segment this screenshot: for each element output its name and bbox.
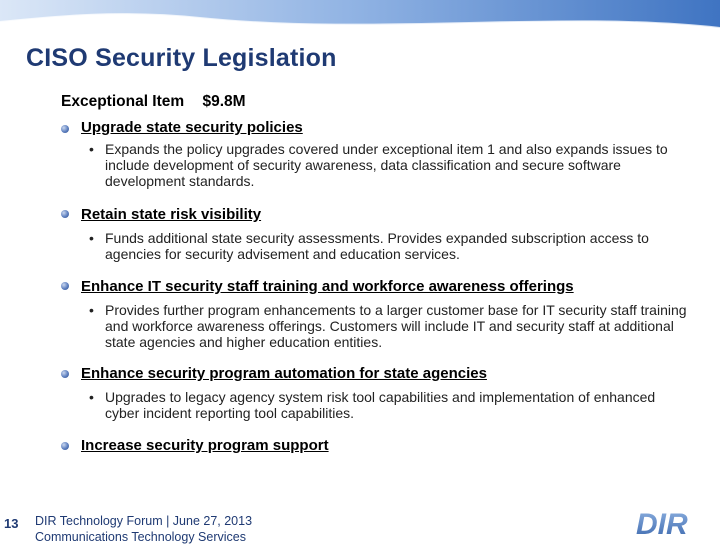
bullet-detail-text: Expands the policy upgrades covered under exceptional item 1 and also expands issues to include development of security awareness, data classification and secure software development standards. (105, 141, 668, 189)
item-amount: $9.8M (202, 93, 246, 110)
bullet-heading: Retain state risk visibility (81, 206, 262, 223)
sub-bullet-marker: • (89, 230, 94, 246)
bullet-heading: Enhance security program automation for state agencies (81, 365, 487, 382)
bullet-dot (61, 125, 69, 133)
bullet-heading: Enhance IT security staff training and workforce awareness offerings (81, 278, 574, 295)
exceptional-item-line (61, 93, 246, 111)
item-label: Exceptional Item (61, 93, 185, 110)
footer-line-1: DIR Technology Forum | June 27, 2013 (35, 514, 253, 528)
bullet-detail-text: Upgrades to legacy agency system risk tool capabilities and implementation of enhanced cyber incident reporting tool capabilities. (105, 389, 656, 421)
dir-logo (632, 504, 720, 540)
bullet-detail-text: Funds additional state security assessments. Provides expanded subscription access to agencies for security advisement and education services. (105, 230, 649, 262)
bullet-detail-text: Provides further program enhancements to a larger customer base for IT security staff training and workforce awareness offerings. Customers will include IT and security staff at additional state agencies and higher education entities. (105, 302, 687, 350)
page-number: 13 (4, 516, 19, 531)
bullet-detail (89, 230, 689, 262)
bullet-dot (61, 370, 69, 378)
bullet-heading: Upgrade state security policies (81, 119, 303, 136)
bullet-dot (61, 210, 69, 218)
sub-bullet-marker: • (89, 141, 94, 157)
header-wave-band (0, 0, 720, 40)
sub-bullet-marker: • (89, 302, 94, 318)
bullet-detail (89, 141, 689, 189)
footer-text (35, 513, 252, 545)
sub-bullet-marker: • (89, 389, 94, 405)
logo-text: DIR (636, 508, 688, 540)
bullet-detail (89, 302, 689, 350)
bullet-heading: Increase security program support (81, 437, 329, 454)
bullet-detail (89, 389, 689, 421)
bullet-dot (61, 442, 69, 450)
slide-title: CISO Security Legislation (26, 44, 337, 72)
bullet-dot (61, 282, 69, 290)
footer-line-2: Communications Technology Services (35, 530, 246, 544)
